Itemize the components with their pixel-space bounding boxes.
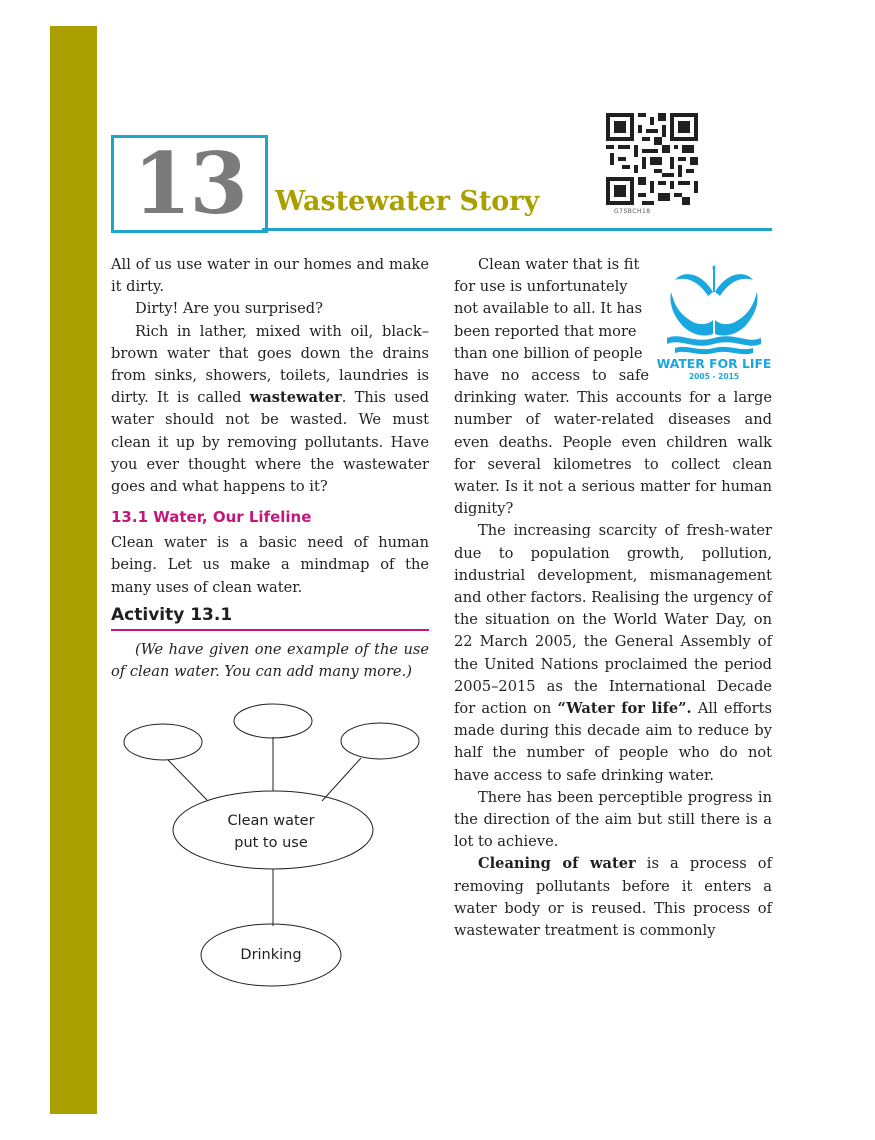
mindmap-center-node (173, 791, 373, 869)
qr-code-label: G7SBCH18 (614, 208, 651, 215)
wrap-line: have no access to safe (454, 367, 649, 385)
wrapped-lines (454, 254, 772, 387)
activity-heading: Activity 13.1 (111, 603, 429, 631)
qr-code-icon (606, 113, 698, 205)
text-run: . This used water should not be wasted. We must clean it up by removing pollutants. Have you ever thought where the wastewater goes and what happens to it? (111, 389, 430, 496)
activity-note: (We have given one example of the use of clean water. You can add many more.) (111, 640, 429, 681)
term-wastewater: wastewater (249, 389, 342, 407)
term-cleaning-of-water: Cleaning of water (478, 855, 636, 873)
term-water-for-life: “Water for life”. (557, 700, 692, 718)
mindmap-center-label: Clean water (227, 813, 315, 829)
body-paragraph: There has been perceptible progress in the direction of the aim but still there is a lot to achieve. (454, 788, 772, 851)
wrap-line: than one billion of people (454, 344, 643, 362)
wrap-line: for use is unfortunately (454, 278, 628, 296)
mindmap-empty-node (234, 704, 312, 738)
mindmap-empty-node (341, 723, 419, 759)
mindmap-example-label: Drinking (240, 947, 302, 963)
text-run: All efforts made during this decade aim to reduce by half the number of people who do not have access to safe drinking water. (454, 700, 772, 784)
wrap-line: not available to all. It has (454, 300, 643, 318)
page-side-bar (50, 26, 97, 1114)
right-column (454, 254, 772, 942)
mindmap-connector (322, 758, 361, 801)
title-rule (262, 228, 772, 231)
mindmap-empty-node (124, 724, 202, 760)
mindmap-diagram (111, 700, 431, 1000)
section-heading: 13.1 Water, Our Lifeline (111, 508, 312, 527)
logo-title: WATER FOR LIFE (656, 356, 772, 371)
chapter-number: 13 (111, 135, 268, 233)
intro-paragraph (111, 321, 429, 499)
text-run: is a process of removing pollutants before it enters a water body or is reused. This process of wastewater treatment is commonly (454, 855, 772, 940)
chapter-title: Wastewater Story (275, 186, 540, 217)
intro-paragraph: All of us use water in our homes and make it dirty. (111, 256, 429, 296)
mindmap-center-label: put to use (234, 835, 308, 851)
logo-years: 2005 - 2015 (688, 372, 740, 381)
body-paragraph (454, 853, 772, 942)
mindmap-connector (168, 760, 207, 800)
left-column (111, 254, 429, 683)
text-run: The increasing scarcity of fresh-water due to population growth, pollution, industrial development, mismanagement and other factors. Realising the urgency of the situation on the World Water Day, on 22 March 2005, the General Assembly of the United Nations proclaimed the period 2005–2015 as the International Decade for action on (454, 522, 772, 718)
intro-paragraph: Dirty! Are you surprised? (135, 300, 323, 318)
text-run: Rich in lather, mixed with oil, black–brown water that goes down the drains from sinks, showers, toilets, laundries is dirty. It is called (111, 322, 429, 407)
body-paragraph (454, 520, 772, 786)
wrap-line: Clean water that is fit (478, 256, 640, 273)
wrap-line: been reported that more (454, 322, 637, 340)
section-paragraph: Clean water is a basic need of human being. Let us make a mindmap of the many uses of clean water. (111, 534, 429, 596)
body-paragraph: drinking water. This accounts for a large number of water-related diseases and even deaths. People even children walk for several kilometres to collect clean water. Is it not a serious matter for human dignity? (454, 389, 772, 518)
